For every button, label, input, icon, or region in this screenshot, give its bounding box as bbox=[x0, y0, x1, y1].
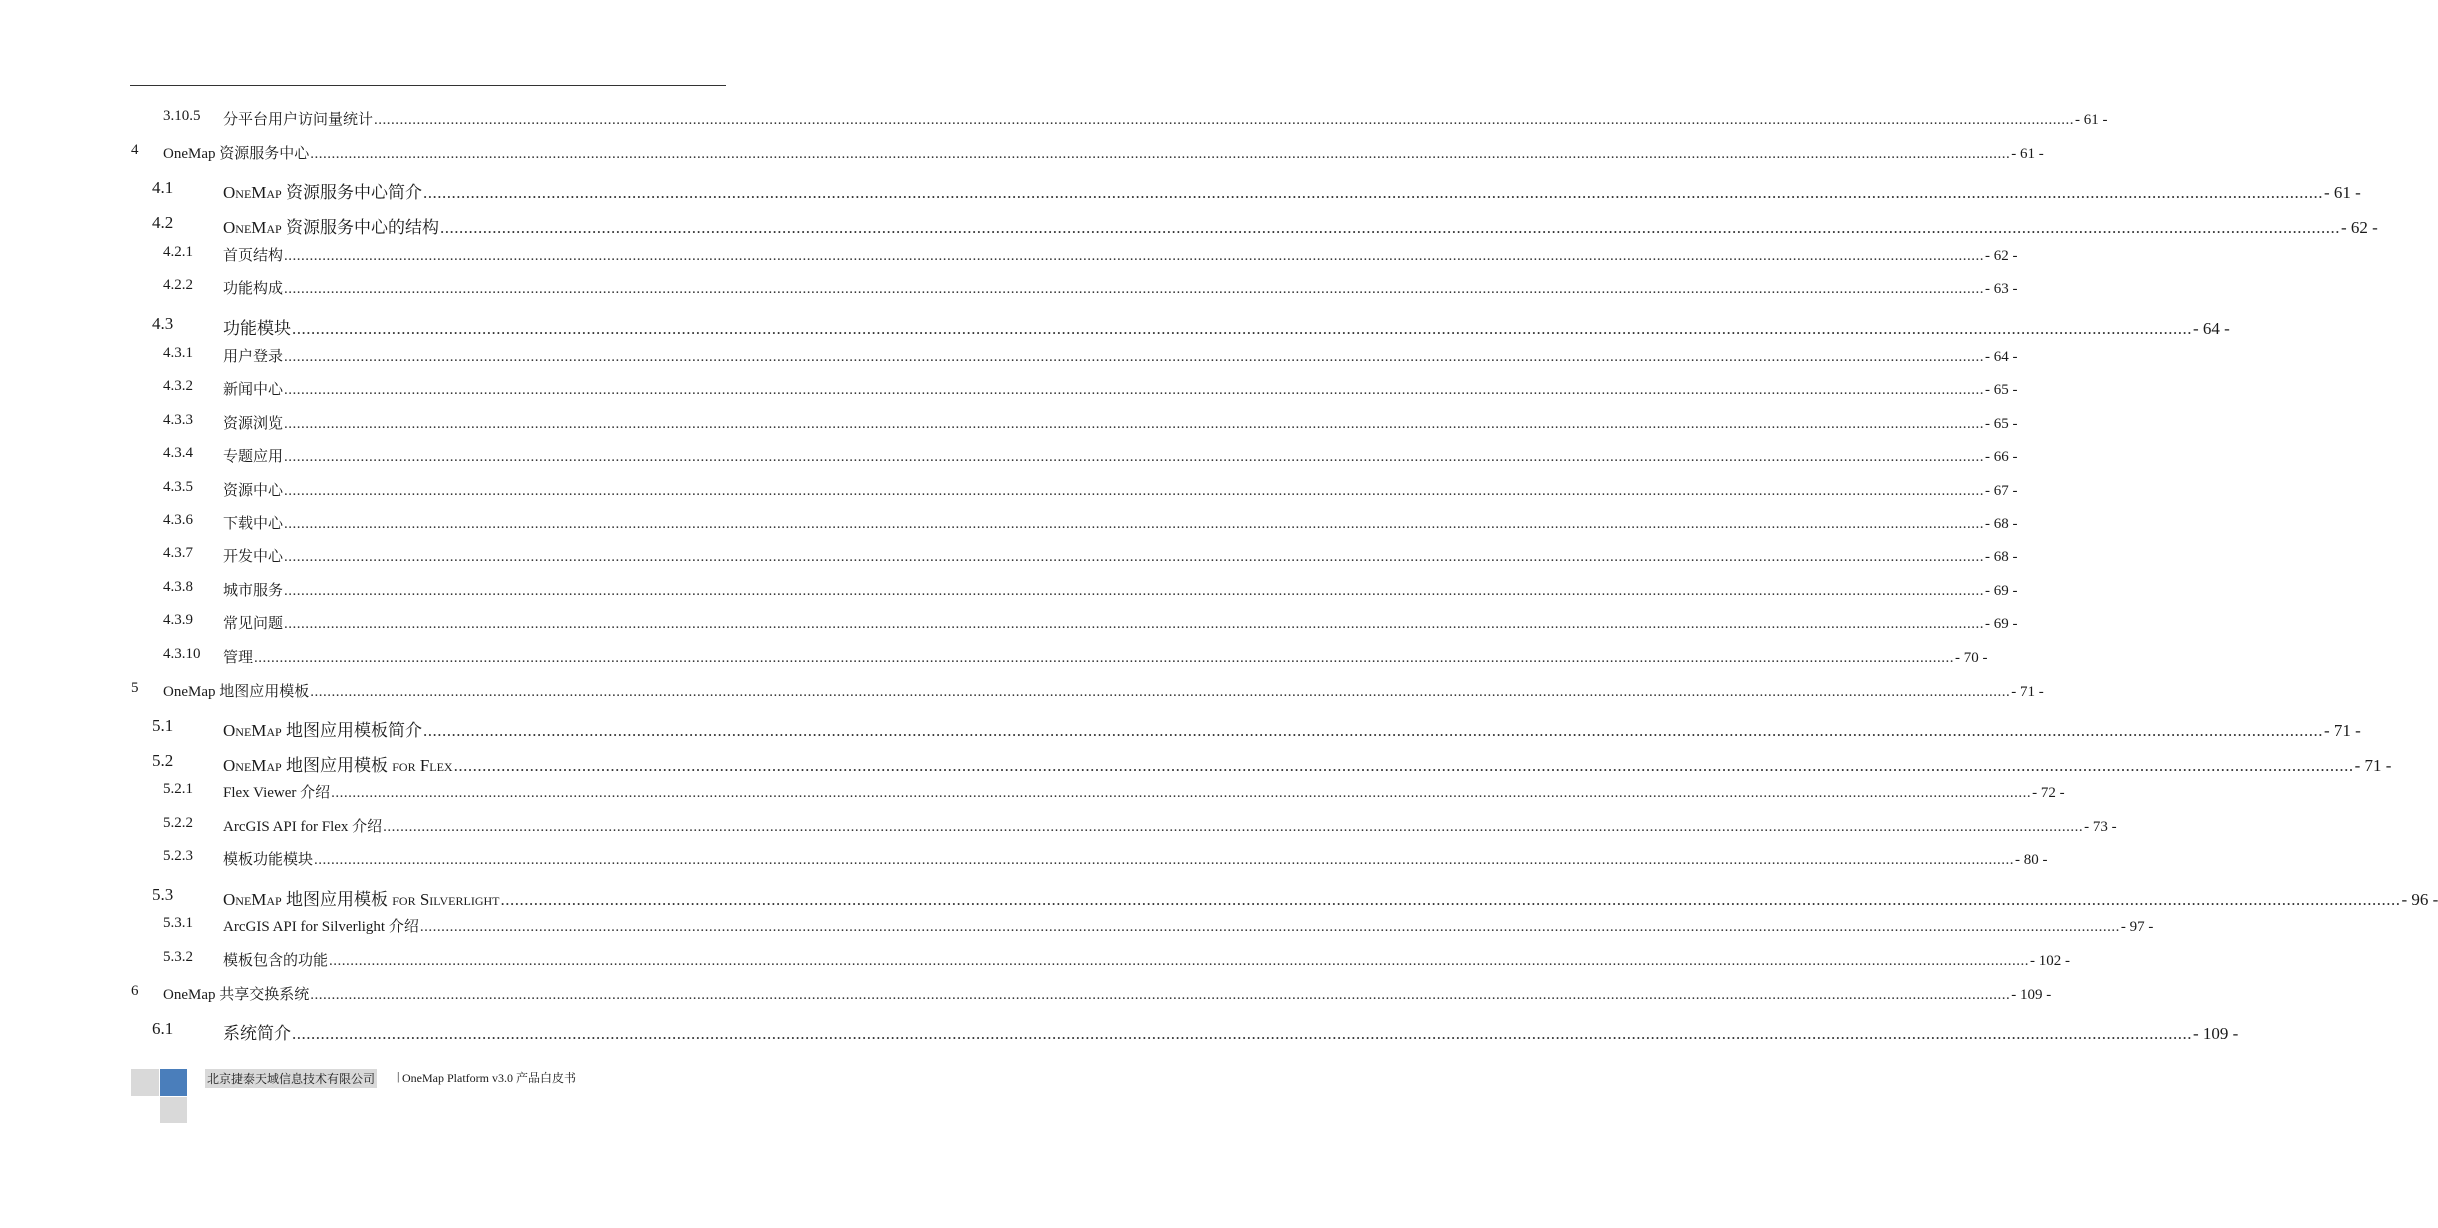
toc-page-number: - 70 - bbox=[1955, 650, 1988, 666]
toc-title: ArcGIS API for Silverlight 介绍 bbox=[223, 919, 419, 935]
toc-leader-dots: ................................................................................................................................................................................................................................................................................................................................................................................................................ bbox=[292, 319, 2192, 338]
toc-title: 系统简介 bbox=[223, 1024, 291, 1043]
toc-page-number: - 61 - bbox=[2075, 112, 2108, 128]
toc-title: 用户登录 bbox=[223, 349, 284, 365]
toc-page-number: - 68 - bbox=[1985, 549, 2018, 565]
toc-title: 首页结构 bbox=[223, 248, 284, 264]
toc-entry[interactable] bbox=[0, 848, 2048, 872]
footer-company: 北京捷泰天域信息技术有限公司 bbox=[205, 1069, 377, 1088]
toc-number: 3.10.5 bbox=[163, 108, 201, 124]
toc-title: ArcGIS API for Flex 介绍 bbox=[223, 819, 383, 835]
toc-page-number: - 69 - bbox=[1985, 583, 2018, 599]
toc-title: 专题应用 bbox=[223, 449, 284, 465]
toc-number: 4.3.10 bbox=[163, 646, 201, 662]
toc-title: OneMap 地图应用模板 bbox=[163, 684, 310, 700]
toc-page-number: - 67 - bbox=[1985, 483, 2018, 499]
toc-page-number: - 65 - bbox=[1985, 382, 2018, 398]
toc-entry[interactable] bbox=[0, 142, 2044, 166]
toc-leader-dots: ................................................................................................................................................................................................................................................................................................................................................................................................................ bbox=[453, 756, 2354, 775]
toc-number: 4.3 bbox=[152, 314, 174, 333]
toc-entry[interactable] bbox=[0, 345, 2018, 369]
toc-number: 5.3.2 bbox=[163, 949, 193, 965]
footer-separator: | bbox=[397, 1069, 400, 1083]
toc-leader-dots: ................................................................................................................................................................................................................................................................................................................................................................................................................ bbox=[439, 218, 2340, 237]
toc-number: 6 bbox=[131, 983, 139, 999]
toc-page-number: - 97 - bbox=[2120, 919, 2154, 935]
header-rule bbox=[130, 85, 726, 86]
toc-number: 4.3.2 bbox=[163, 378, 193, 394]
toc-entry[interactable] bbox=[0, 512, 2018, 536]
toc-number: 4.3.4 bbox=[163, 445, 193, 461]
toc-number: 5.3 bbox=[152, 885, 174, 904]
toc-entry[interactable] bbox=[0, 1019, 2239, 1043]
toc-page-number: - 61 - bbox=[2011, 146, 2044, 162]
toc-page-number: - 72 - bbox=[2032, 785, 2065, 801]
toc-page-number: - 61 - bbox=[2323, 183, 2361, 202]
toc-leader-dots: ................................................................................................................................................................................................................................................................................................................................................................................................................ bbox=[331, 785, 2032, 801]
toc-leader-dots: ................................................................................................................................................................................................................................................................................................................................................................................................................ bbox=[284, 549, 1985, 565]
toc-title: OneMap 地图应用模板简介 bbox=[223, 721, 422, 740]
toc-leader-dots: ................................................................................................................................................................................................................................................................................................................................................................................................................ bbox=[422, 721, 2323, 740]
toc-page-number: - 73 - bbox=[2084, 819, 2117, 835]
toc-entry[interactable] bbox=[0, 646, 1988, 670]
toc-entry[interactable] bbox=[0, 983, 2052, 1007]
toc-page-number: - 66 - bbox=[1985, 449, 2018, 465]
toc-leader-dots: ................................................................................................................................................................................................................................................................................................................................................................................................................ bbox=[284, 583, 1985, 599]
toc-page-number: - 71 - bbox=[2011, 684, 2044, 700]
toc-leader-dots: ................................................................................................................................................................................................................................................................................................................................................................................................................ bbox=[284, 616, 1985, 632]
toc-entry[interactable] bbox=[0, 579, 2018, 603]
toc-title: OneMap 资源服务中心 bbox=[163, 146, 310, 162]
toc-entry[interactable] bbox=[0, 545, 2018, 569]
toc-number: 4.1 bbox=[152, 178, 174, 197]
toc-page-number: - 64 - bbox=[2193, 319, 2230, 338]
toc-entry[interactable] bbox=[0, 949, 2071, 973]
toc-title: 分平台用户访问量统计 bbox=[223, 112, 374, 128]
toc-entry[interactable] bbox=[0, 213, 2378, 237]
toc-number: 4.3.3 bbox=[163, 412, 193, 428]
toc-leader-dots: ................................................................................................................................................................................................................................................................................................................................................................................................................ bbox=[419, 919, 2120, 935]
toc-entry[interactable] bbox=[0, 378, 2018, 402]
toc-title: OneMap 地图应用模板 for Silverlight bbox=[223, 890, 500, 909]
toc-page-number: - 71 - bbox=[2354, 756, 2392, 775]
toc-title: OneMap 地图应用模板 for Flex bbox=[223, 756, 453, 775]
toc-leader-dots: ................................................................................................................................................................................................................................................................................................................................................................................................................ bbox=[284, 416, 1985, 432]
toc-entry[interactable] bbox=[0, 885, 2438, 909]
toc-leader-dots: ................................................................................................................................................................................................................................................................................................................................................................................................................ bbox=[284, 248, 1985, 264]
toc-number: 5.3.1 bbox=[163, 915, 193, 931]
toc-number: 5 bbox=[131, 680, 139, 696]
toc-entry[interactable] bbox=[0, 915, 2154, 939]
toc-entry[interactable] bbox=[0, 781, 2065, 805]
toc-leader-dots: ................................................................................................................................................................................................................................................................................................................................................................................................................ bbox=[284, 349, 1985, 365]
toc-leader-dots: ................................................................................................................................................................................................................................................................................................................................................................................................................ bbox=[310, 684, 2011, 700]
toc-leader-dots: ................................................................................................................................................................................................................................................................................................................................................................................................................ bbox=[284, 516, 1985, 532]
toc-page-number: - 63 - bbox=[1985, 281, 2018, 297]
toc-number: 4.3.9 bbox=[163, 612, 193, 628]
toc-entry[interactable] bbox=[0, 612, 2018, 636]
toc-leader-dots: ................................................................................................................................................................................................................................................................................................................................................................................................................ bbox=[329, 953, 2030, 969]
toc-number: 4.3.1 bbox=[163, 345, 193, 361]
toc-leader-dots: ................................................................................................................................................................................................................................................................................................................................................................................................................ bbox=[284, 281, 1985, 297]
toc-title: 资源浏览 bbox=[223, 416, 284, 432]
toc-page-number: - 64 - bbox=[1985, 349, 2018, 365]
toc-entry[interactable] bbox=[0, 445, 2018, 469]
footer-accent-square bbox=[160, 1069, 187, 1096]
toc-entry[interactable] bbox=[0, 716, 2361, 740]
toc-entry[interactable] bbox=[0, 244, 2018, 268]
toc-leader-dots: ................................................................................................................................................................................................................................................................................................................................................................................................................ bbox=[310, 987, 2011, 1003]
toc-page-number: - 109 - bbox=[2011, 987, 2052, 1003]
toc-page-number: - 109 - bbox=[2193, 1024, 2239, 1043]
toc-page-number: - 65 - bbox=[1985, 416, 2018, 432]
toc-entry[interactable] bbox=[0, 751, 2392, 775]
toc-leader-dots: ................................................................................................................................................................................................................................................................................................................................................................................................................ bbox=[254, 650, 1955, 666]
toc-page-number: - 80 - bbox=[2015, 852, 2048, 868]
toc-page-number: - 62 - bbox=[1985, 248, 2018, 264]
toc-entry[interactable] bbox=[0, 178, 2361, 202]
toc-title: 资源中心 bbox=[223, 483, 284, 499]
toc-entry[interactable] bbox=[0, 479, 2018, 503]
toc-title: 开发中心 bbox=[223, 549, 284, 565]
toc-number: 5.2.2 bbox=[163, 815, 193, 831]
page-footer bbox=[0, 1066, 869, 1126]
toc-title: 常见问题 bbox=[223, 616, 284, 632]
toc-number: 4.3.6 bbox=[163, 512, 193, 528]
toc-title: 功能模块 bbox=[223, 319, 291, 338]
toc-leader-dots: ................................................................................................................................................................................................................................................................................................................................................................................................................ bbox=[284, 382, 1985, 398]
toc-number: 4 bbox=[131, 142, 139, 158]
toc-title: 模板功能模块 bbox=[223, 852, 314, 868]
toc-title: 管理 bbox=[223, 650, 254, 666]
toc-entry[interactable] bbox=[0, 412, 2018, 436]
toc-leader-dots: ................................................................................................................................................................................................................................................................................................................................................................................................................ bbox=[284, 483, 1985, 499]
toc-title: OneMap 资源服务中心的结构 bbox=[223, 218, 439, 237]
toc-page-number: - 96 - bbox=[2401, 890, 2438, 909]
toc-number: 4.2 bbox=[152, 213, 174, 232]
toc-leader-dots: ................................................................................................................................................................................................................................................................................................................................................................................................................ bbox=[284, 449, 1985, 465]
toc-number: 5.1 bbox=[152, 716, 174, 735]
toc-number: 4.2.1 bbox=[163, 244, 193, 260]
toc-title: 城市服务 bbox=[223, 583, 284, 599]
toc-title: 模板包含的功能 bbox=[223, 953, 329, 969]
toc-page-number: - 71 - bbox=[2323, 721, 2361, 740]
toc-leader-dots: ................................................................................................................................................................................................................................................................................................................................................................................................................ bbox=[314, 852, 2015, 868]
footer-product: OneMap Platform v3.0 产品白皮书 bbox=[402, 1071, 576, 1085]
toc-title: OneMap 资源服务中心简介 bbox=[223, 183, 422, 202]
toc-leader-dots: ................................................................................................................................................................................................................................................................................................................................................................................................................ bbox=[310, 146, 2011, 162]
toc-title: 功能构成 bbox=[223, 281, 284, 297]
toc-leader-dots: ................................................................................................................................................................................................................................................................................................................................................................................................................ bbox=[374, 112, 2075, 128]
toc-page-number: - 69 - bbox=[1985, 616, 2018, 632]
toc-entry[interactable] bbox=[0, 314, 2230, 338]
toc-leader-dots: ................................................................................................................................................................................................................................................................................................................................................................................................................ bbox=[422, 183, 2323, 202]
toc-page-number: - 62 - bbox=[2340, 218, 2378, 237]
toc-entry[interactable] bbox=[0, 108, 2108, 132]
toc-number: 4.2.2 bbox=[163, 277, 193, 293]
toc-number: 5.2.3 bbox=[163, 848, 193, 864]
toc-page-number: - 68 - bbox=[1985, 516, 2018, 532]
toc-number: 4.3.5 bbox=[163, 479, 193, 495]
footer-decor-square bbox=[131, 1069, 159, 1096]
toc-entry[interactable] bbox=[0, 815, 2117, 839]
toc-entry[interactable] bbox=[0, 680, 2044, 704]
toc-number: 5.2.1 bbox=[163, 781, 193, 797]
footer-decor-square bbox=[160, 1097, 187, 1123]
toc-title: 新闻中心 bbox=[223, 382, 284, 398]
toc-title: OneMap 共享交换系统 bbox=[163, 987, 310, 1003]
toc-title: 下载中心 bbox=[223, 516, 284, 532]
toc-page-number: - 102 - bbox=[2030, 953, 2071, 969]
toc-number: 6.1 bbox=[152, 1019, 174, 1038]
toc-number: 4.3.8 bbox=[163, 579, 193, 595]
toc-leader-dots: ................................................................................................................................................................................................................................................................................................................................................................................................................ bbox=[383, 819, 2084, 835]
toc-title: Flex Viewer 介绍 bbox=[223, 785, 331, 801]
toc-number: 4.3.7 bbox=[163, 545, 193, 561]
toc-leader-dots: ................................................................................................................................................................................................................................................................................................................................................................................................................ bbox=[292, 1024, 2192, 1043]
toc-entry[interactable] bbox=[0, 277, 2018, 301]
toc-leader-dots: ................................................................................................................................................................................................................................................................................................................................................................................................................ bbox=[500, 890, 2401, 909]
toc-number: 5.2 bbox=[152, 751, 174, 770]
